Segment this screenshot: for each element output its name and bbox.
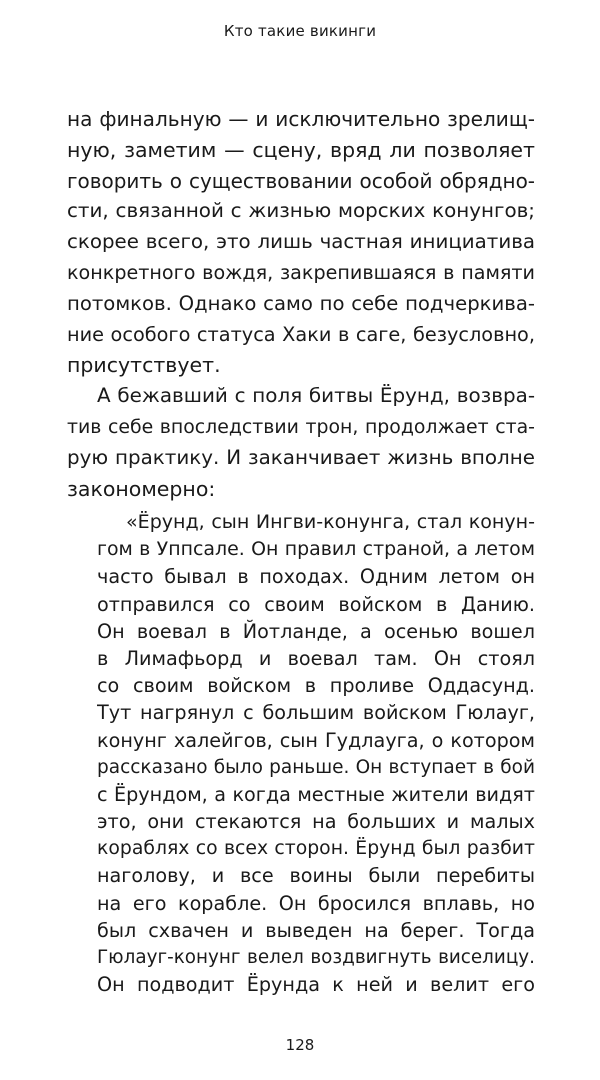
text-line: на финальную — и исключительно зрелищ- <box>67 107 535 131</box>
page-number: 128 <box>285 1036 315 1054</box>
running-header: Кто такие викинги <box>223 22 377 40</box>
quote-line: гом в Уппсале. Он правил страной, а летом <box>97 538 535 561</box>
paragraph-2 <box>67 381 535 504</box>
quote-line: с Ёрундом, а когда местные жители видят <box>97 782 535 806</box>
quote-line: «Ёрунд, сын Ингви-конунга, стал конун- <box>126 511 535 533</box>
quote-line: отправился со своим войском в Данию. <box>97 592 535 616</box>
text-line: говорить о существовании особой обрядно- <box>67 168 535 193</box>
quote-line: Он воевал в Йотланде, а осенью вошел <box>97 619 535 643</box>
quote-line: Тут нагрянул с большим войском Гюлауг, <box>97 701 535 725</box>
text-line: потомков. Однако само по себе подчеркива- <box>67 291 535 315</box>
text-line: ние особого статуса Хаки в саге, безусловно, <box>67 322 535 346</box>
text-line: скорее всего, это лишь частная инициатива <box>67 230 535 254</box>
quote-line: это, они стекаются на больших и малых <box>97 810 535 834</box>
saga-quote <box>97 509 535 998</box>
text-line: присутствует. <box>67 353 221 378</box>
quote-line: Он подводит Ёрунда к ней и велит его <box>97 973 535 997</box>
text-line: А бежавший с поля битвы Ёрунд, возвра- <box>97 384 535 408</box>
quote-line: конунг халейгов, сын Гудлауга, о котором <box>97 728 535 752</box>
quote-line: рассказано было раньше. Он вступает в бой <box>97 756 535 778</box>
text-line: закономерно: <box>67 476 216 501</box>
quote-line: часто бывал в походах. Одним летом он <box>97 565 535 589</box>
text-line: рую практику. И заканчивает жизнь вполне <box>67 445 535 469</box>
quote-line: кораблях со всех сторон. Ёрунд был разбит <box>97 838 535 860</box>
text-line: ную, заметим — сцену, вряд ли позволяет <box>67 137 535 162</box>
quote-line: Гюлауг-конунг велел воздвигнуть виселицу. <box>97 947 535 968</box>
quote-line: был схвачен и выведен на берег. Тогда <box>97 918 535 942</box>
text-line: конкретного вождя, закрепившаяся в памяти <box>67 260 535 284</box>
text-line: тив себе впоследствии трон, продолжает ста- <box>67 415 535 438</box>
quote-line: в Лимафьорд и воевал там. Он стоял <box>97 646 535 670</box>
text-line: сти, связанной с жизнью морских конунгов; <box>67 199 535 223</box>
paragraph-1 <box>67 104 535 381</box>
quote-line: со своим войском в проливе Оддасунд. <box>97 674 535 698</box>
quote-line: на его корабле. Он бросился вплавь, но <box>97 891 535 915</box>
quote-line: наголову, и все воины были перебиты <box>97 864 535 888</box>
body-text <box>67 104 535 504</box>
